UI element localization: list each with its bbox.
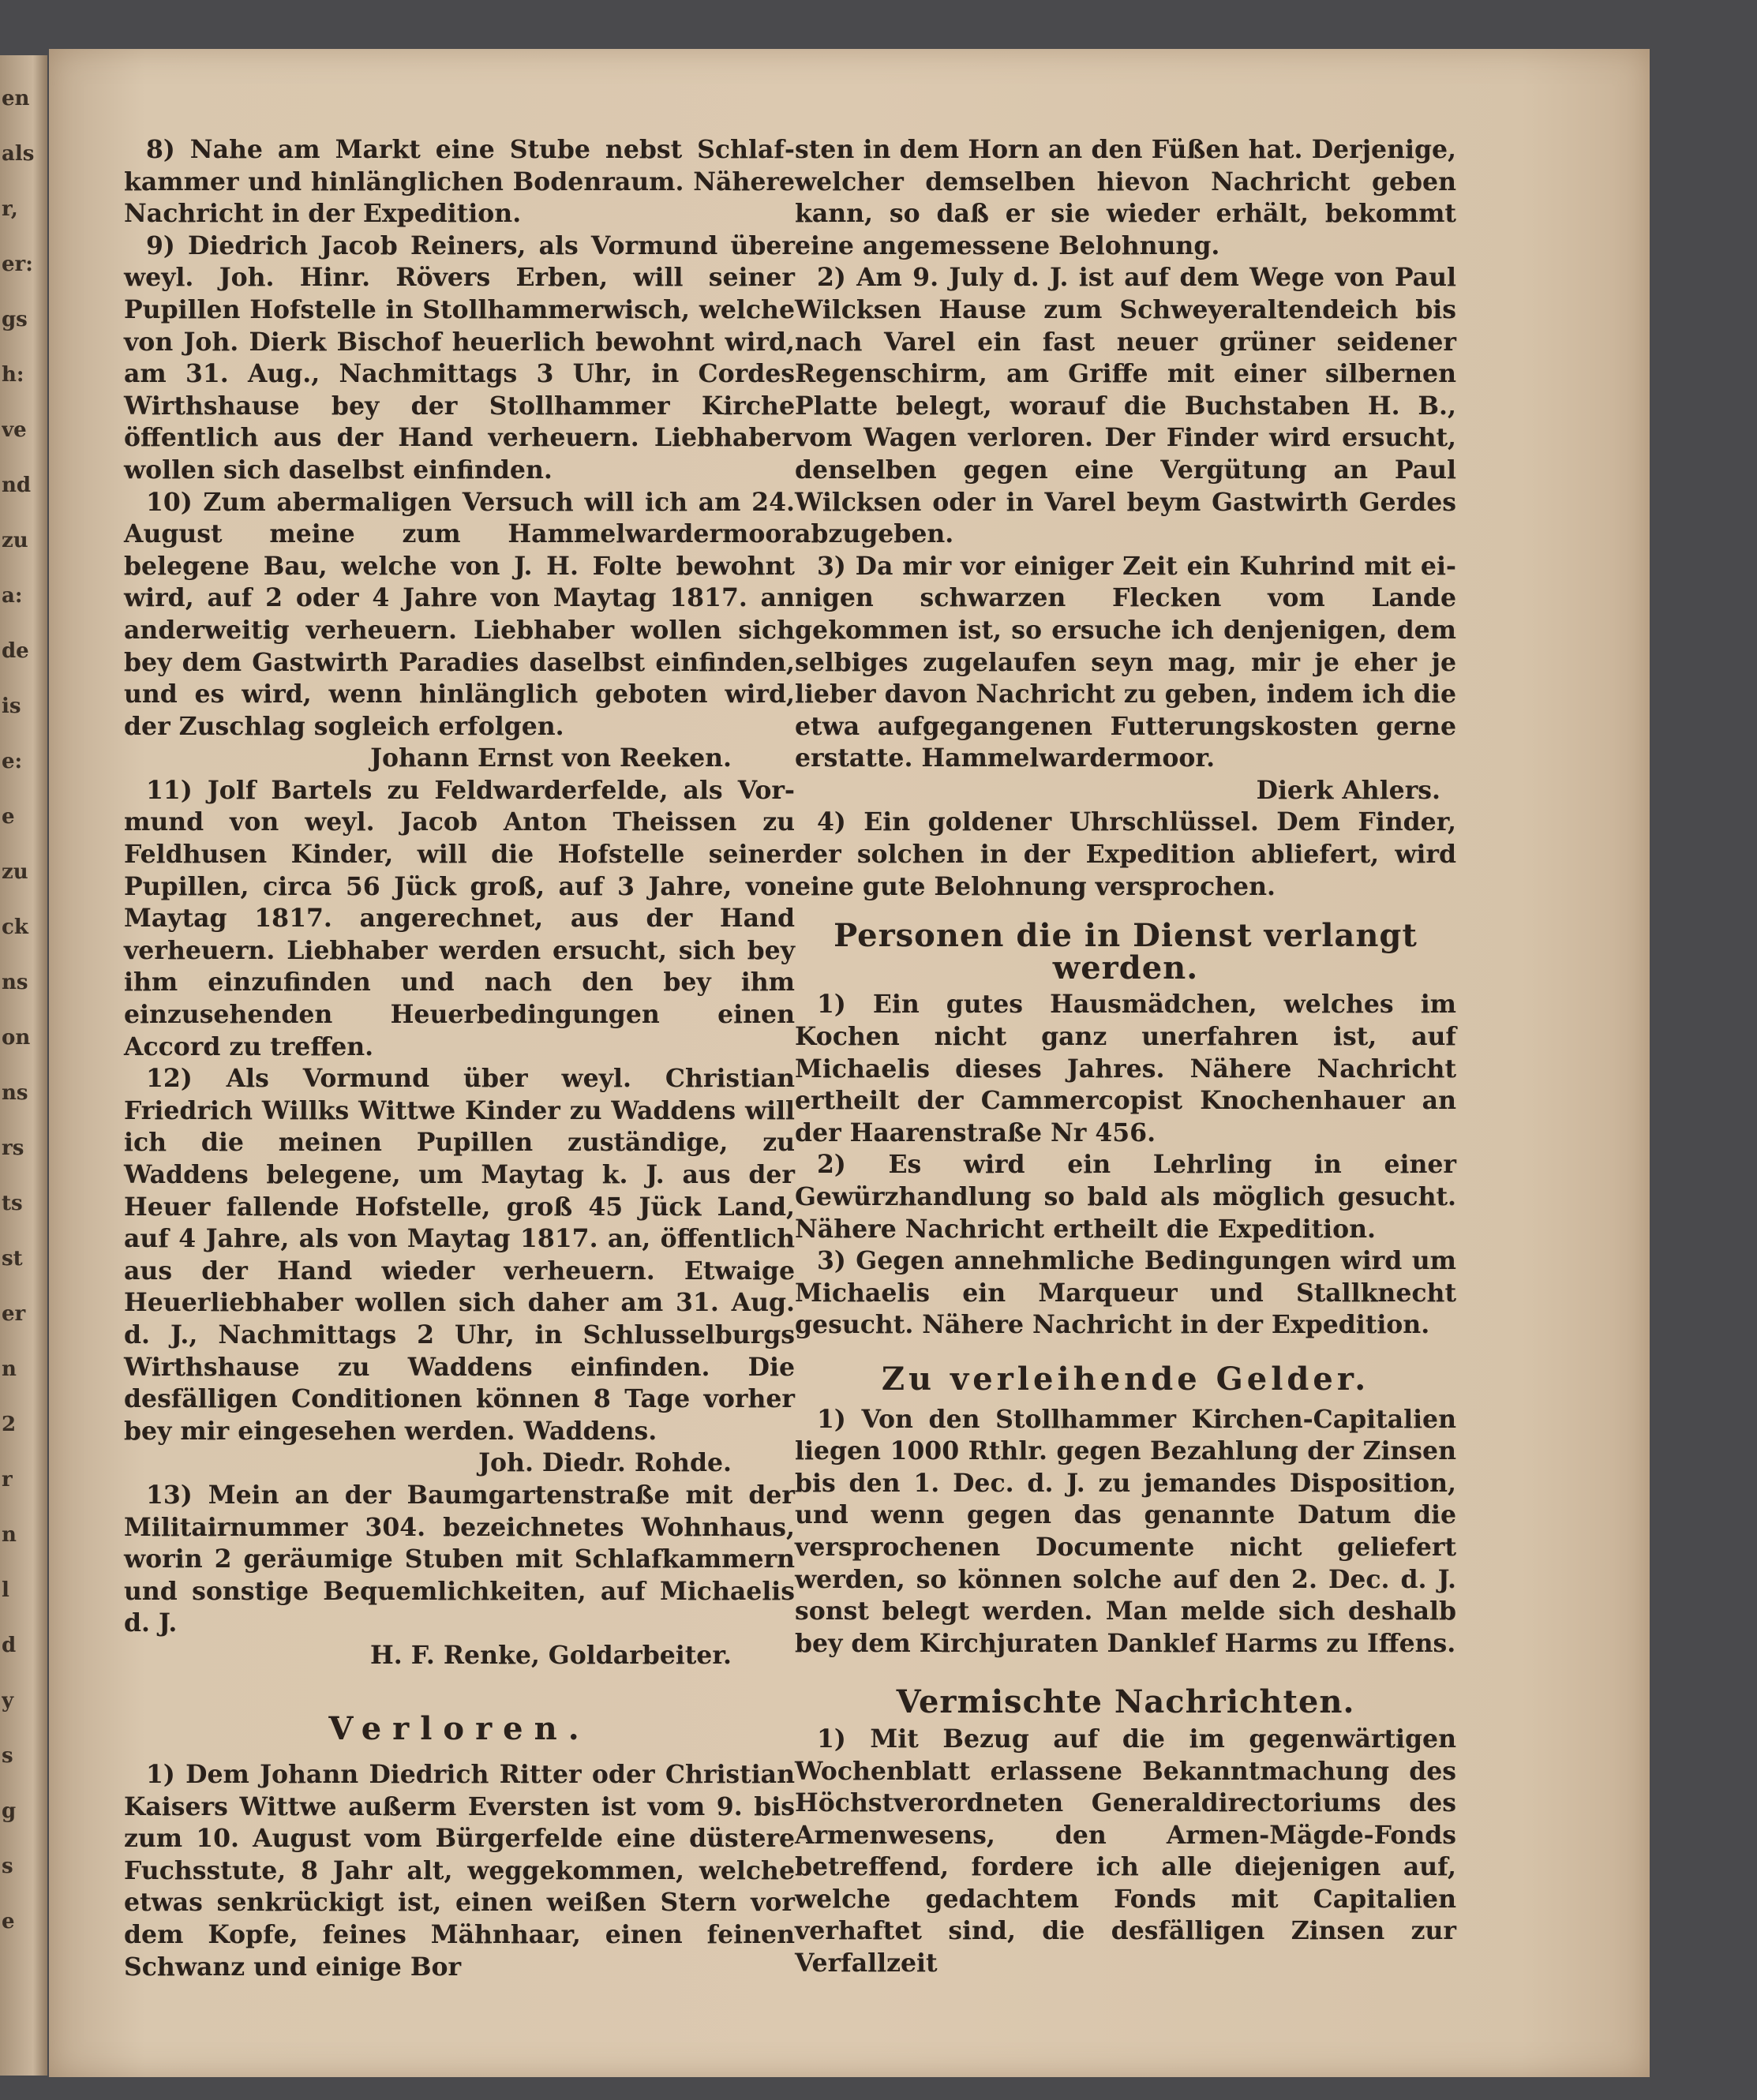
adjacent-page-fragment: ns xyxy=(2,971,28,994)
service-entry-3: 3) Gegen annehmliche Bedingungen wird um Michaelis ein Marqueur und Stallknecht gesucht. Nähere Nachricht in der Expedition. xyxy=(795,1246,1456,1340)
funds-entry-1: 1) Von den Stollhammer Kirchen-Capitalien liegen 1000 Rthlr. gegen Bezahlung der Zinsen bis den 1. Dec. d. J. zu jemandes Disposition, und wenn gegen das genannte Datum die versprochenen Documente nicht geliefert werden, so können solche auf den 2. Dec. d. J. sonst belegt werden. Man melde sich deshalb bey dem Kirchjuraten Danklef Harms zu Iffens. xyxy=(795,1404,1456,1658)
service-entry-1: 1) Ein gutes Hausmädchen, welches im Kochen nicht ganz unerfahren ist, auf Michaelis dieses Jahres. Nähere Nachricht ertheilt der Cammercopist Knochenhauer an der Haarenstraße Nr 456. xyxy=(795,990,1456,1147)
ad-entry-11: 11) Jolf Bartels zu Feldwarderfelde, als Vormund von weyl. Jacob Anton Theissen zu Feldhusen Kinder, will die Hofstelle seiner Pupillen, circa 56 Jück groß, auf 3 Jahre, von Maytag 1817. angerechnet, aus der Hand verheuern. Liebhaber werden ersucht, sich bey ihm einzufinden und nach den bey ihm einzusehenden Heuerbedingungen einen Accord zu treffen. xyxy=(124,775,795,1061)
adjacent-page-fragment: r, xyxy=(2,197,18,221)
adjacent-page-fragment: e xyxy=(2,1910,15,1933)
adjacent-page-fragment: ve xyxy=(2,418,27,442)
adjacent-page-fragment: gs xyxy=(2,308,28,331)
misc-entry-1: 1) Mit Bezug auf die im gegenwärtigen Wochenblatt erlassene Bekanntmachung des Höchstverordneten Generaldirectoriums des Armenwesens, den Armen-Mägde-Fonds betreffend, fordere ich alle diejenigen auf, welche gedachtem Fonds mit Capitalien verhaftet sind, die desfälligen Zinsen zur Verfallzeit xyxy=(795,1724,1456,1978)
signature-entry-13: H. F. Renke, Goldarbeiter. xyxy=(370,1640,732,1670)
lost-entry-1-continuation: sten in dem Horn an den Füßen hat. Derjenige, welcher demselben hievon Nachricht geben kann, so daß er sie wieder erhält, bekommt eine angemessene Belohnung. xyxy=(795,135,1456,260)
ad-entry-12: 12) Als Vormund über weyl. Christian Friedrich Willks Wittwe Kinder zu Waddens will ich die meinen Pupillen zuständige, zu Waddens belegene, um Maytag k. J. aus der Heuer fallende Hofstelle, groß 45 Jück Land, auf 4 Jahre, als von Maytag 1817. an, öffentlich aus der Hand wieder verheuern. Etwaige Heuerliebhaber wollen sich daher am 31. Aug. d. J., Nachmittags 2 Uhr, in Schlusselburgs Wirthshause zu Waddens einfinden. Die desfälligen Conditionen können 8 Tage vorher bey mir eingesehen werden. Waddens. xyxy=(124,1064,795,1446)
lost-entry-4: 4) Ein goldener Uhrschlüssel. Dem Finder, der solchen in der Expedition abliefert, wird eine gute Belohnung versprochen. xyxy=(795,807,1456,901)
adjacent-page-fragment: d xyxy=(2,1634,17,1657)
adjacent-page-fragment: rs xyxy=(2,1136,24,1160)
adjacent-page-fragment: y xyxy=(2,1689,14,1713)
adjacent-page-fragment: er xyxy=(2,1302,26,1326)
adjacent-page-fragment: nd xyxy=(2,474,32,497)
ad-entry-8: 8) Nahe am Markt eine Stube nebst Schlafkammer und hinlänglichen Bodenraum. Nähere Nachricht in der Expedition. xyxy=(124,135,795,229)
adjacent-page-fragment: zu xyxy=(2,529,28,552)
adjacent-page-fragment: is xyxy=(2,694,21,718)
section-heading-vermischte: Vermischte Nachrichten. xyxy=(896,1683,1355,1721)
adjacent-page-fragment: r xyxy=(2,1468,13,1492)
lost-entry-1: 1) Dem Johann Diedrich Ritter oder Christian Kaisers Wittwe außerm Eversten ist vom 9. bis zum 10. August vom Bürgerfelde eine düstere Fuchsstute, 8 Jahr alt, weggekommen, welche etwas senkrückigt ist, einen weißen Stern vor dem Kopfe, feines Mähnhaar, einen feinen Schwanz und einige Bor xyxy=(124,1760,795,1982)
ad-entry-13: 13) Mein an der Baumgartenstraße mit der Militairnummer 304. bezeichnetes Wohnhaus, worin 2 geräumige Stuben mit Schlafkammern und sonstige Bequemlichkeiten, auf Michaelis d. J. xyxy=(124,1480,795,1638)
adjacent-page-fragment: a: xyxy=(2,584,23,608)
adjacent-page-fragment: n xyxy=(2,1357,17,1381)
scan-background-strip xyxy=(1650,0,1757,2100)
lost-entry-3: 3) Da mir vor einiger Zeit ein Kuhrind mit einigen schwarzen Flecken vom Lande gekommen ist, so ersuche ich denjenigen, dem selbiges zugelaufen seyn mag, mir je eher je lieber davon Nachricht zu geben, indem ich die etwa aufgegangenen Futterungskosten gerne erstatte. Hammelwardermoor. xyxy=(795,551,1456,773)
right-column xyxy=(795,134,1456,1980)
adjacent-page-fragment: s xyxy=(2,1855,13,1878)
adjacent-page-fragment: zu xyxy=(2,860,28,884)
adjacent-page-fragment: en xyxy=(2,87,30,110)
adjacent-page-edge xyxy=(0,55,47,2076)
adjacent-page-fragment: s xyxy=(2,1744,13,1768)
service-entry-2: 2) Es wird ein Lehrling in einer Gewürzhandlung so bald als möglich gesucht. Nähere Nachricht ertheilt die Expedition. xyxy=(795,1150,1456,1244)
left-column xyxy=(124,134,795,1983)
adjacent-page-fragment: e: xyxy=(2,750,23,773)
lost-entry-2: 2) Am 9. July d. J. ist auf dem Wege von Paul Wilcksen Hause zum Schweyeraltendeich bis nach Varel ein fast neuer grüner seidener Regenschirm, am Griffe mit einer silbernen Platte belegt, worauf die Buchstaben H. B., vom Wagen verloren. Der Finder wird ersucht, denselben gegen eine Vergütung an Paul Wilcksen oder in Varel beym Gastwirth Gerdes abzugeben. xyxy=(795,263,1456,549)
newspaper-page xyxy=(49,49,1650,2077)
adjacent-page-fragment: 2 xyxy=(2,1413,17,1436)
section-heading-gelder: Zu verleihende Gelder. xyxy=(881,1360,1370,1398)
adjacent-page-fragment: er: xyxy=(2,253,33,276)
adjacent-page-fragment: on xyxy=(2,1026,31,1050)
adjacent-page-fragment: g xyxy=(2,1799,17,1823)
adjacent-page-fragment: de xyxy=(2,639,29,663)
signature-entry-12: Joh. Diedr. Rohde. xyxy=(478,1448,732,1478)
section-heading-dienst: Personen die in Dienst verlangt werden. xyxy=(834,917,1418,986)
adjacent-page-fragment: ns xyxy=(2,1081,28,1105)
adjacent-page-fragment: ts xyxy=(2,1192,23,1215)
adjacent-page-fragment: ck xyxy=(2,915,28,939)
signature-lost-entry-3: Dierk Ahlers. xyxy=(1256,775,1440,805)
adjacent-page-fragment: e xyxy=(2,805,15,829)
signature-entry-10: Johann Ernst von Reeken. xyxy=(370,743,732,773)
adjacent-page-fragment: als xyxy=(2,142,35,166)
adjacent-page-fragment: n xyxy=(2,1523,17,1547)
ad-entry-10: 10) Zum abermaligen Versuch will ich am 24. August meine zum Hammelwardermoor belegene Bau, welche von J. H. Folte bewohnt wird, auf 2 oder 4 Jahre von Maytag 1817. an anderweitig verheuern. Liebhaber wollen sich bey dem Gastwirth Paradies daselbst einfinden, und es wird, wenn hinlänglich geboten wird, der Zuschlag sogleich erfolgen. xyxy=(124,487,795,741)
ad-entry-9: 9) Diedrich Jacob Reiners, als Vormund über weyl. Joh. Hinr. Rövers Erben, will seiner Pupillen Hofstelle in Stollhammerwisch, welche von Joh. Dierk Bischof heuerlich bewohnt wird, am 31. Aug., Nachmittags 3 Uhr, in Cordes Wirthshause bey der Stollhammer Kirche öffentlich aus der Hand verheuern. Liebhaber wollen sich daselbst einfinden. xyxy=(124,230,795,485)
adjacent-page-fragment: l xyxy=(2,1578,9,1602)
adjacent-page-fragment: h: xyxy=(2,363,24,387)
adjacent-page-fragment: st xyxy=(2,1247,23,1271)
section-heading-verloren: Verloren. xyxy=(328,1709,590,1747)
